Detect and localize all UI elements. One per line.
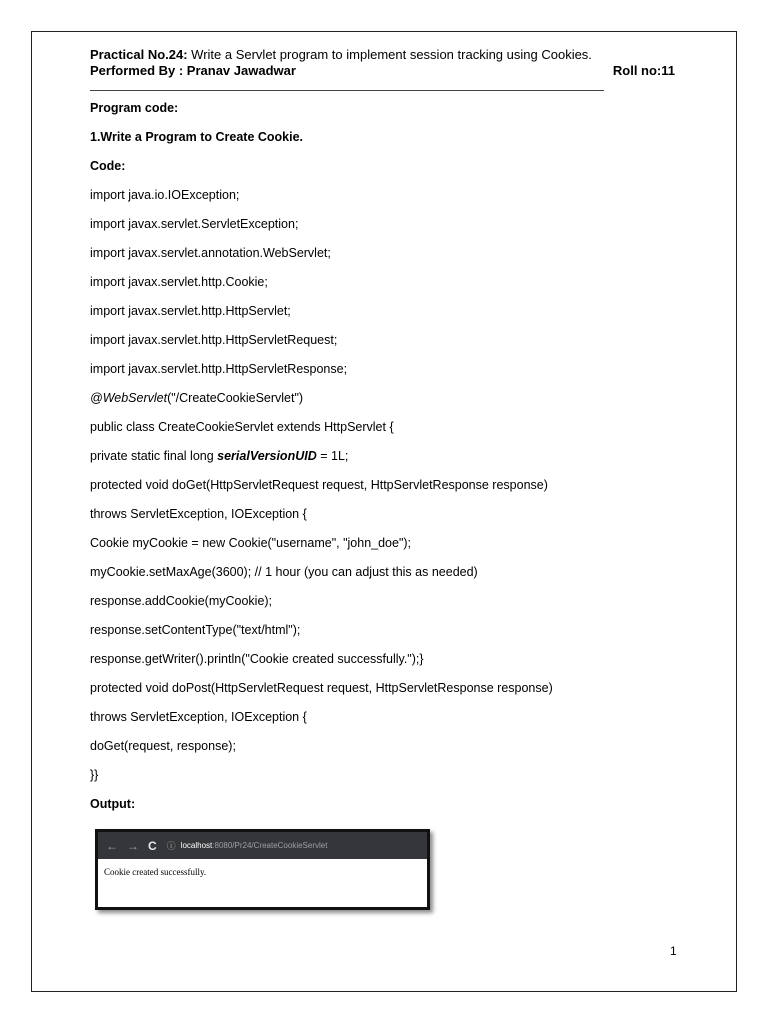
forward-arrow-icon: → xyxy=(127,838,139,853)
header-rule xyxy=(90,90,604,91)
practical-label: Practical No.24: xyxy=(90,47,188,62)
code-line: import javax.servlet.annotation.WebServlet; xyxy=(90,246,331,260)
code-line: public class CreateCookieServlet extends HttpServlet { xyxy=(90,420,394,434)
servlet-response-text: Cookie created successfully. xyxy=(104,867,207,877)
code-line: import javax.servlet.ServletException; xyxy=(90,217,299,231)
info-icon: ⓘ xyxy=(166,841,176,851)
reload-icon: C xyxy=(148,838,157,853)
output-screenshot xyxy=(95,829,430,910)
code-line: throws ServletException, IOException { xyxy=(90,507,307,521)
code-line-serial xyxy=(90,444,690,473)
url-host: localhost xyxy=(180,841,213,850)
program-code-heading: Program code: xyxy=(90,101,179,115)
code-line: doGet(request, response); xyxy=(90,739,236,753)
serial-prefix: private static final long xyxy=(90,449,218,463)
task-heading: 1.Write a Program to Create Cookie. xyxy=(90,130,304,144)
code-line: myCookie.setMaxAge(3600); // 1 hour (you can adjust this as needed) xyxy=(90,565,478,579)
roll-number: Roll no:11 xyxy=(612,63,675,78)
code-line: response.setContentType("text/html"); xyxy=(90,623,301,637)
serial-field: serialVersionUID xyxy=(217,449,317,463)
performed-by: Performed By : Pranav Jawadwar xyxy=(90,63,296,78)
code-line-annotation xyxy=(90,386,690,415)
page-number: 1 xyxy=(670,944,677,958)
document-body xyxy=(90,96,690,821)
output-heading: Output: xyxy=(90,797,136,811)
annotation-name: @WebServlet xyxy=(90,391,168,405)
code-heading: Code: xyxy=(90,159,126,173)
url-path: :8080/Pr24/CreateCookieServlet xyxy=(212,841,328,850)
code-line: response.getWriter().println("Cookie created successfully.");} xyxy=(90,652,424,666)
code-line: import javax.servlet.http.HttpServletRequest; xyxy=(90,333,338,347)
annotation-args: ("/CreateCookieServlet") xyxy=(167,391,304,405)
code-line: }} xyxy=(90,768,99,782)
browser-viewport xyxy=(98,859,427,885)
serial-suffix: = 1L; xyxy=(316,449,349,463)
code-line: throws ServletException, IOException { xyxy=(90,710,307,724)
code-line: response.addCookie(myCookie); xyxy=(90,594,273,608)
code-line: import javax.servlet.http.Cookie; xyxy=(90,275,268,289)
browser-toolbar xyxy=(98,832,427,859)
back-arrow-icon: ← xyxy=(106,838,118,853)
document-header xyxy=(90,47,675,79)
code-line: protected void doGet(HttpServletRequest request, HttpServletResponse response) xyxy=(90,478,548,492)
code-line: Cookie myCookie = new Cookie("username", "john_doe"); xyxy=(90,536,412,550)
code-line: protected void doPost(HttpServletRequest request, HttpServletResponse response) xyxy=(90,681,553,695)
performer-line xyxy=(90,63,675,79)
practical-title: Write a Servlet program to implement session tracking using Cookies. xyxy=(187,47,592,62)
code-line: import javax.servlet.http.HttpServletResponse; xyxy=(90,362,348,376)
code-line: import java.io.IOException; xyxy=(90,188,240,202)
practical-line xyxy=(90,47,675,63)
code-line: import javax.servlet.http.HttpServlet; xyxy=(90,304,291,318)
